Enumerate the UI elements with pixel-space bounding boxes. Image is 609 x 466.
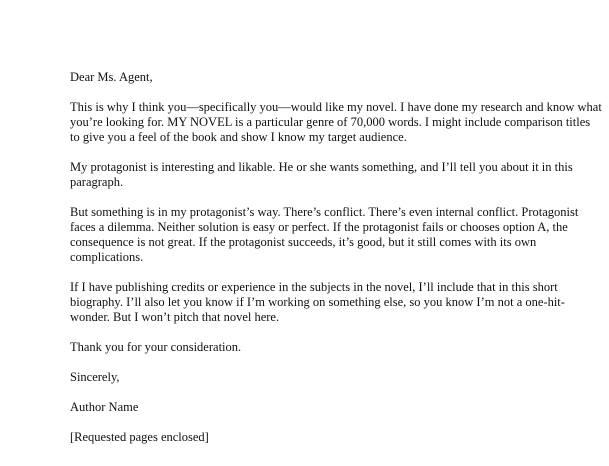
closing: Sincerely, (70, 370, 120, 384)
paragraph-conflict: But something is in my protagonist’s way. There’s conflict. There’s even internal conflict. Protagonist faces a dilemma. Neither solution is easy or perfect. If the protagonist fails or chooses option A, the consequence is not great. If the protagonist succeeds, it’s good, but it still comes with its own complications. (70, 205, 579, 264)
paragraph-thanks: Thank you for your consideration. (70, 340, 242, 354)
paragraph-protagonist: My protagonist is interesting and likable. He or she wants something, and I’ll tell you about it in this paragraph. (70, 160, 573, 189)
enclosure-note: [Requested pages enclosed] (70, 430, 209, 444)
salutation: Dear Ms. Agent, (70, 70, 153, 84)
paragraph-biography: If I have publishing credits or experience in the subjects in the novel, I’ll include that in this short biography. I’ll also let you know if I’m working on something else, so you know I’m not a one-hit-wonder. But I won’t pitch that novel here. (70, 280, 565, 324)
signature: Author Name (70, 400, 139, 414)
paragraph-introduction: This is why I think you—specifically you—would like my novel. I have done my research and know what you’re looking for. MY NOVEL is a particular genre of 70,000 words. I might include comparison titles to give you a feel of the book and show I know my target audience. (70, 100, 602, 144)
query-letter (70, 70, 602, 445)
